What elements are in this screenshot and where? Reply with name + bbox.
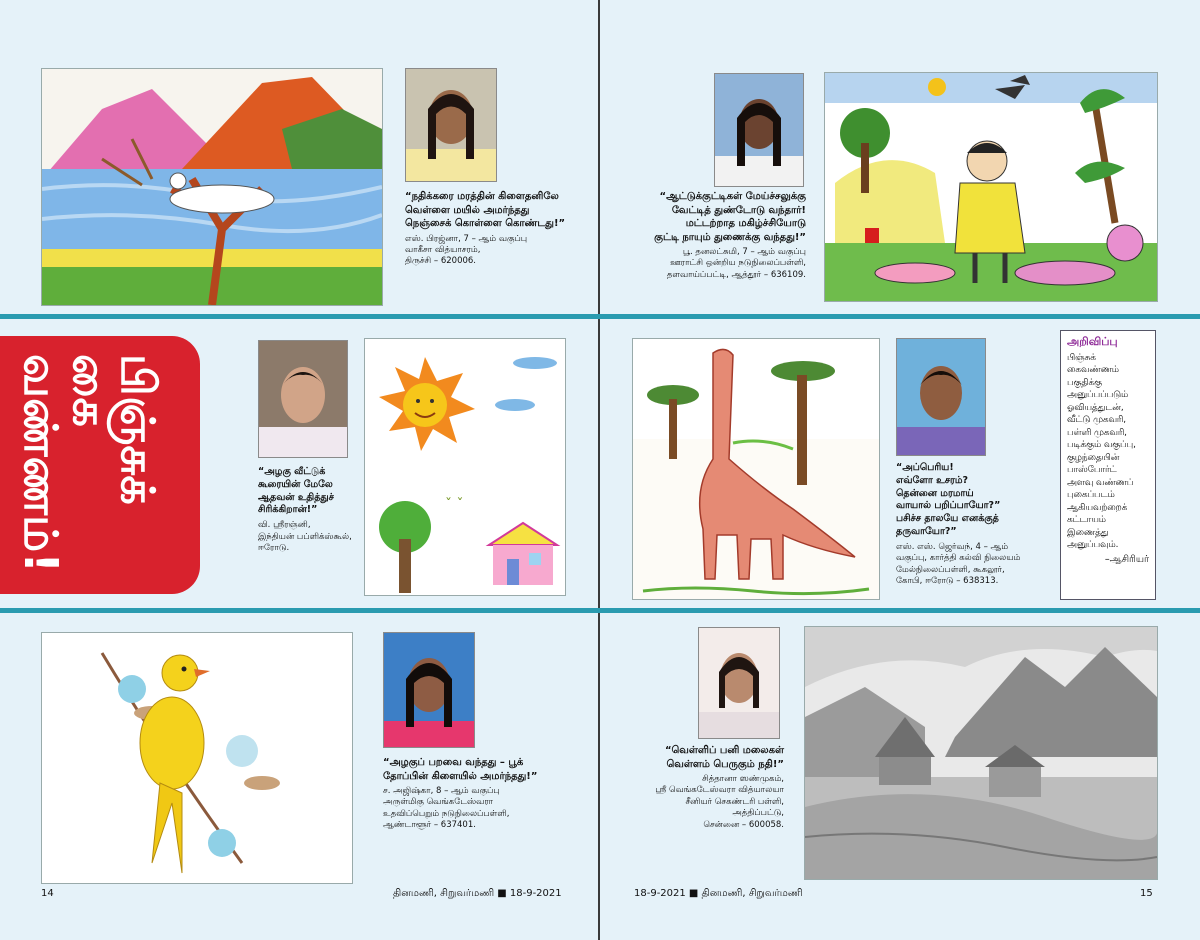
section-banner	[0, 336, 200, 594]
section-title	[12, 354, 165, 574]
page-gutter	[598, 0, 600, 940]
page-number: 14	[41, 888, 54, 899]
drawing-sun-tree-house	[364, 338, 566, 596]
student-photo	[258, 340, 348, 458]
title-line: பிஞ்சுக்	[111, 354, 165, 505]
caption-quote: “அழகு வீட்டுக் கூரையின் மேலே ஆதவன் உதித்துச் சிரிக்கிறான்!”	[258, 466, 334, 516]
drawing-pencil-landscape	[804, 626, 1158, 880]
notice-title: அறிவிப்பு	[1067, 335, 1118, 348]
student-photo	[698, 627, 780, 739]
title-line: வண்ணம்!	[14, 354, 69, 574]
caption-quote: “வெள்ளிப் பனி மலைகள் வெள்ளம் பெருகும் நதி!”	[664, 745, 784, 770]
drawing-dinosaur	[632, 338, 880, 600]
caption-block	[258, 466, 366, 555]
caption-credit: சித்தானா ஸண்முகம், ஸ்ரீ வெங்கடேஸ்வரா வித்யாலயா சீனியர் செகண்டரி பள்ளி, அத்திப்பட்டு, சென்னை – 600058.	[655, 774, 784, 830]
caption-block	[636, 190, 806, 281]
svg-text:ˇ ˇ: ˇ ˇ	[445, 497, 464, 513]
student-photo	[896, 338, 986, 456]
page-number: 15	[1140, 888, 1153, 899]
running-footer: தினமணி, சிறுவர்மணி ■ 18-9-2021	[393, 888, 562, 899]
drawing-yellow-bird	[41, 632, 353, 884]
running-footer: 18-9-2021 ■ தினமணி, சிறுவர்மணி	[634, 888, 803, 899]
divider-band	[0, 608, 1200, 613]
caption-credit: எஸ். எஸ். ஜெர்வந், 4 – ஆம் வகுப்பு, கார்த்தி கல்வி நிலையம் மேல்நிலைப்பள்ளி, கூகலூர், கோபி, ஈரோடு – 638313.	[896, 541, 1021, 587]
student-photo	[714, 73, 804, 187]
caption-credit: ச. அஜிஷ்கா, 8 – ஆம் வகுப்பு அருள்மிகு வெங்கடேஸ்வரா உதவிப்பெறும் நடுநிலைப்பள்ளி, ஆண்டாளூர் – 637401.	[383, 786, 510, 831]
divider-band	[0, 314, 1200, 319]
caption-block	[896, 462, 1056, 588]
notice-body: பிஞ்சுக் கைவண்ணம் பகுதிக்கு அனுப்பப்படும் ஓவியத்துடன், வீட்டு முகவரி, பள்ளி முகவரி, படிக்கும் வகுப்பு, குழந்தையின் பாஸ்போர்ட் அளவு வண்ணப் புகைப்படம் ஆகியவற்றைக் கட்டாயம் இணைத்து அனுப்பவும்.	[1067, 353, 1136, 551]
caption-block	[612, 744, 784, 831]
drawing-peacock-landscape	[41, 68, 383, 306]
caption-credit: வி. ஸ்ரீரஞ்னி, இந்தியன் பப்ளிக்ஸ்கூல், ஈரோடு.	[258, 520, 352, 554]
caption-credit: எஸ். பிரஜ்னா, 7 – ஆம் வகுப்பு வாகீசா வித்யாசரம், திருச்சி – 620006.	[405, 233, 528, 267]
title-line: கை	[62, 354, 117, 427]
caption-block	[383, 756, 563, 832]
student-photo	[383, 632, 475, 748]
caption-quote: “நதிக்கரை மரத்தின் கிளைதனிலே வெள்ளை மயில் அமர்ந்தது நெஞ்சைக் கொள்ளை கொண்டது!”	[405, 191, 566, 229]
student-photo	[405, 68, 497, 182]
drawing-farmer-goats	[824, 72, 1158, 302]
caption-quote: “அப்பெரிய! எவ்ளோ உசரம்? தென்னை மரமாய் வாயால் பறிப்பாயோ?” பசிச்ச தாலயே எனக்குத் தருவாயோ?”	[896, 462, 1001, 538]
caption-quote: “அழகுப் பறவை வந்தது – பூக் தோப்பின் கிளையில் அமர்ந்தது!”	[383, 757, 538, 782]
caption-block	[405, 190, 585, 268]
caption-quote: “ஆட்டுக்குட்டிகள் மேய்ச்சலுக்கு வேட்டித் துண்டோடு வந்தார்! மட்டற்றாத மகிழ்ச்சியோடு குட்டி நாயும் துணைக்கு வந்தது!”	[654, 191, 806, 243]
notice-box	[1060, 330, 1156, 600]
caption-credit: பூ. தனலட்சுமி, 7 – ஆம் வகுப்பு ஊராட்சி ஒன்றிய நடுநிலைப்பள்ளி, தளவாய்ப்பட்டி, ஆத்தூர் – 636109.	[666, 247, 806, 280]
notice-signature: –ஆசிரியர்	[1104, 553, 1149, 565]
